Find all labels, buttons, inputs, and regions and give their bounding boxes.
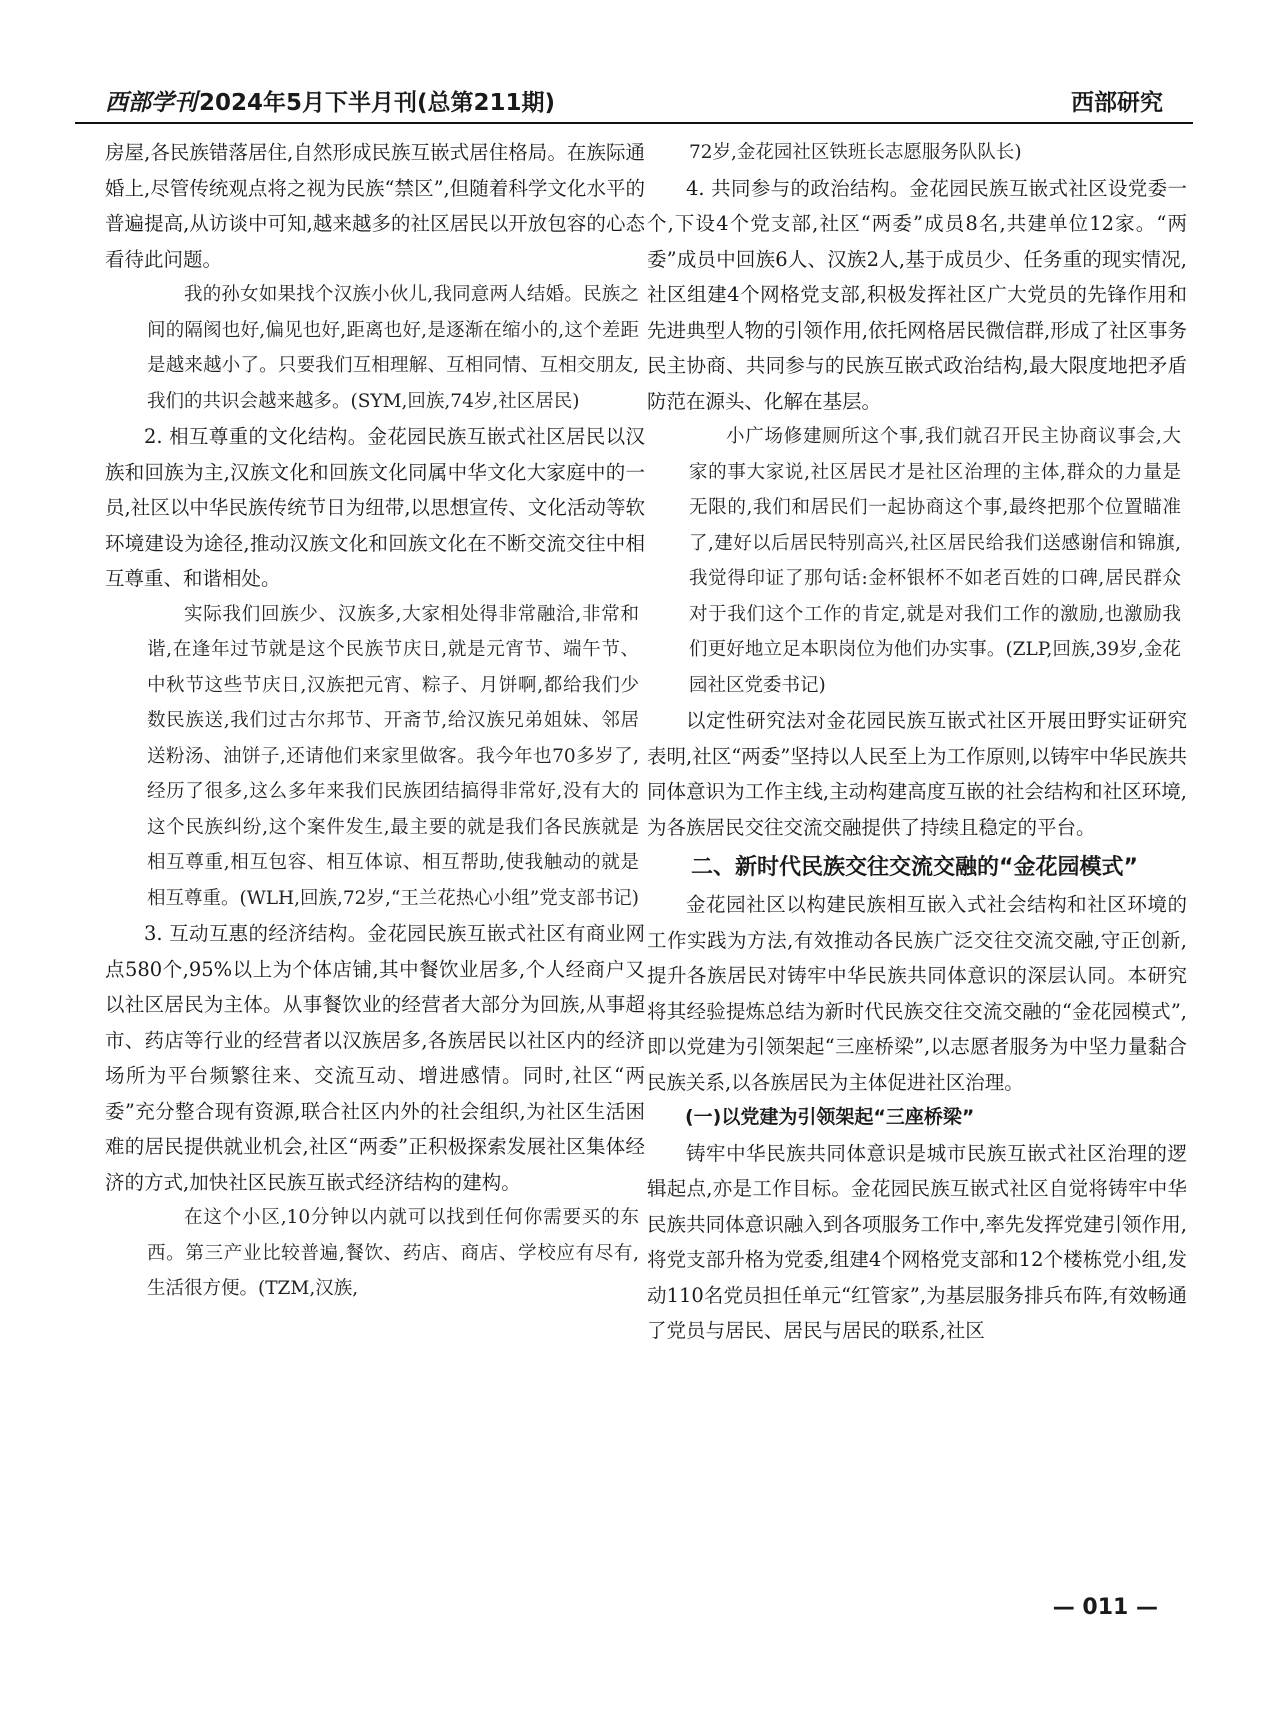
journal-masthead	[105, 84, 555, 117]
quote-text: 小广场修建厕所这个事,我们就召开民主协商议事会,大家的事大家说,社区居民才是社区治理的主体,群众的力量是无限的,我们和居民们一起协商这个事,最终把那个位置瞄准了,建好以后居民特别高兴,社区居民给我们送感谢信和锦旗,我觉得印证了那句话:金杯银杯不如老百姓的口碑,居民群众对于我们这个工作的肯定,就是对我们工作的激励,也激励我们更好地立足本职岗位为他们办实事。(ZLP,回族,39岁,金花园社区党委书记)	[689, 426, 1181, 696]
paragraph: 金花园社区以构建民族相互嵌入式社会结构和社区环境的工作实践为方法,有效推动各民族广泛交往交流交融,守正创新,提升各族居民对铸牢中华民族共同体意识的深层认同。本研究将其经验提炼总结为新时代民族交往交流交融的“金花园模式”,即以党建为引领架起“三座桥梁”,以志愿者服务为中坚力量黏合民族关系,以各族居民为主体促进社区治理。	[647, 893, 1187, 1094]
interview-quote	[105, 277, 645, 419]
section-heading: 二、新时代民族交往交流交融的“金花园模式”	[691, 855, 1138, 880]
right-column	[647, 135, 1187, 1349]
paragraph: 铸牢中华民族共同体意识是城市民族互嵌式社区治理的逻辑起点,亦是工作目标。金花园民族互嵌式社区自觉将铸牢中华民族共同体意识融入到各项服务工作中,率先发挥党建引领作用,将党支部升格为党委,组建4个网格党支部和12个楼栋党小组,发动110名党员担任单元“红管家”,为基层服务排兵布阵,有效畅通了党员与居民、居民与居民的联系,社区	[647, 1141, 1187, 1342]
quote-text: 在这个小区,10分钟以内就可以找到任何你需要买的东西。第三产业比较普遍,餐饮、药店、商店、学校应有尽有,生活很方便。(TZM,汉族,	[147, 1207, 639, 1299]
issue-info: 2024年5月下半月刊(总第211期)	[199, 90, 556, 116]
paragraph-political-structure: 4. 共同参与的政治结构。金花园民族互嵌式社区设党委一个,下设4个党支部,社区“两委”成员8名,共建单位12家。“两委”成员中回族6人、汉族2人,基于成员少、任务重的现实情况,社区组建4个网格党支部,积极发挥社区广大党员的先锋作用和先进典型人物的引领作用,依托网格居民微信群,形成了社区事务民主协商、共同参与的民族互嵌式政治结构,最大限度地把矛盾防范在源头、化解在基层。	[647, 176, 1187, 413]
journal-logo: 西部学刊	[105, 89, 197, 116]
section-name: 西部研究	[1071, 90, 1163, 116]
running-header	[75, 78, 1193, 124]
paragraph-cultural-structure: 2. 相互尊重的文化结构。金花园民族互嵌式社区居民以汉族和回族为主,汉族文化和回族文化同属中华文化大家庭中的一员,社区以中华民族传统节日为纽带,以思想宣传、文化活动等软环境建设为途径,推动汉族文化和回族文化在不断交流交往中相互尊重、和谐相处。	[105, 425, 645, 590]
interview-quote	[647, 419, 1187, 703]
quote-text: 实际我们回族少、汉族多,大家相处得非常融洽,非常和谐,在逢年过节就是这个民族节庆日,就是元宵节、端午节、中秋节这些节庆日,汉族把元宵、粽子、月饼啊,都给我们少数民族送,我们过古尔邦节、开斋节,给汉族兄弟姐妹、邻居送粉汤、油饼子,还请他们来家里做客。我今年也70多岁了,经历了很多,这么多年来我们民族团结搞得非常好,没有大的这个民族纠纷,这个案件发生,最主要的就是我们各民族就是相互尊重,相互包容、相互体谅、相互帮助,使我触动的就是相互尊重。(WLH,回族,72岁,“王兰花热心小组”党支部书记)	[147, 603, 639, 909]
paragraph: 房屋,各民族错落居住,自然形成民族互嵌式居住格局。在族际通婚上,尽管传统观点将之视为民族“禁区”,但随着科学文化水平的普遍提高,从访谈中可知,越来越多的社区居民以开放包容的心态看待此问题。	[105, 141, 645, 271]
subsection-heading: (一)以党建为引领架起“三座桥梁”	[685, 1106, 975, 1128]
page-number: — 011 —	[1052, 1595, 1158, 1620]
paragraph: 以定性研究法对金花园民族互嵌式社区开展田野实证研究表明,社区“两委”坚持以人民至上为工作原则,以铸牢中华民族共同体意识为工作主线,主动构建高度互嵌的社会结构和社区环境,为各族居民交往交流交融提供了持续且稳定的平台。	[647, 709, 1187, 839]
interview-quote-continued	[647, 135, 1187, 171]
quote-text: 72岁,金花园社区铁班长志愿服务队队长)	[689, 142, 1022, 163]
interview-quote	[105, 597, 645, 917]
left-column	[105, 135, 645, 1307]
paragraph-economic-structure: 3. 互动互惠的经济结构。金花园民族互嵌式社区有商业网点580个,95%以上为个体店铺,其中餐饮业居多,个人经商户又以社区居民为主体。从事餐饮业的经营者大部分为回族,从事超市、药店等行业的经营者以汉族居多,各族居民以社区内的经济场所为平台频繁往来、交流互动、增进感情。同时,社区“两委”充分整合现有资源,联合社区内外的社会组织,为社区生活困难的居民提供就业机会,社区“两委”正积极探索发展社区集体经济的方式,加快社区民族互嵌式经济结构的建构。	[105, 922, 645, 1194]
interview-quote	[105, 1200, 645, 1307]
quote-text: 我的孙女如果找个汉族小伙儿,我同意两人结婚。民族之间的隔阂也好,偏见也好,距离也好,是逐渐在缩小的,这个差距是越来越小了。只要我们互相理解、互相同情、互相交朋友,我们的共识会越来越多。(SYM,回族,74岁,社区居民)	[147, 284, 639, 412]
